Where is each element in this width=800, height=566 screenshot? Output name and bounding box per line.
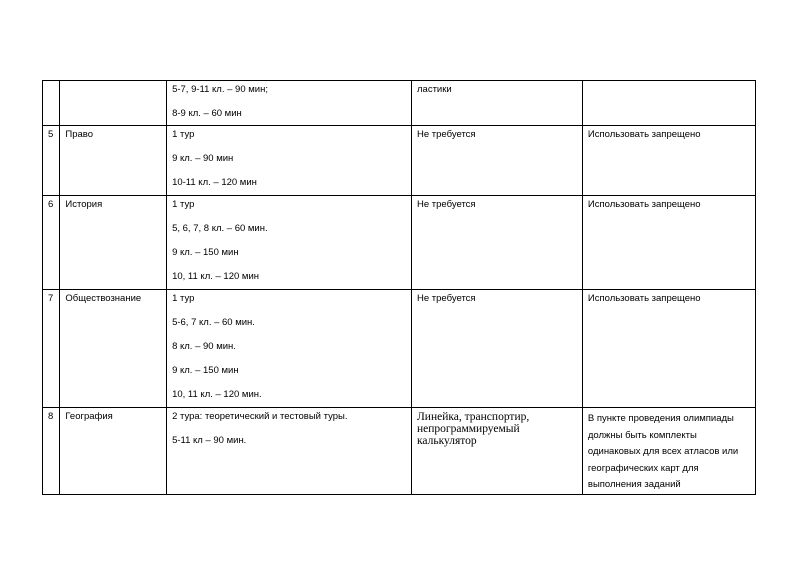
duration-line: 8 кл. – 90 мин. <box>172 341 236 352</box>
row-number: 5 <box>43 126 60 196</box>
rules-cell: Использовать запрещено <box>582 126 755 196</box>
duration-cell <box>167 408 412 495</box>
table-row <box>43 126 756 196</box>
rules-cell: Использовать запрещено <box>582 290 755 408</box>
subject-name: География <box>60 408 167 495</box>
table-row <box>43 196 756 290</box>
duration-line: 8-9 кл. – 60 мин <box>172 108 242 119</box>
duration-line: 10, 11 кл. – 120 мин <box>172 271 260 282</box>
row-number <box>43 81 60 126</box>
duration-line: 1 тур <box>172 293 195 304</box>
subject-name <box>60 81 167 126</box>
duration-line: 9 кл. – 150 мин <box>172 365 239 376</box>
duration-line: 9 кл. – 90 мин <box>172 153 234 164</box>
duration-line: 10, 11 кл. – 120 мин. <box>172 389 262 400</box>
materials-cell: Не требуется <box>412 126 583 196</box>
duration-cell <box>167 126 412 196</box>
materials-cell: Линейка, транспортир, непрограммируемый калькулятор <box>412 408 583 495</box>
rules-cell: Использовать запрещено <box>582 196 755 290</box>
materials-cell: Не требуется <box>412 196 583 290</box>
row-number: 7 <box>43 290 60 408</box>
duration-cell <box>167 196 412 290</box>
rules-cell <box>582 81 755 126</box>
duration-line: 10-11 кл. – 120 мин <box>172 177 257 188</box>
duration-cell <box>167 81 412 126</box>
row-number: 6 <box>43 196 60 290</box>
duration-line: 9 кл. – 150 мин <box>172 247 239 258</box>
materials-cell: ластики <box>412 81 583 126</box>
duration-line: 5-7, 9-11 кл. – 90 мин; <box>172 84 268 95</box>
table-row <box>43 408 756 495</box>
subject-name: Право <box>60 126 167 196</box>
duration-line: 5-11 кл – 90 мин. <box>172 435 247 446</box>
duration-line: 2 тура: теоретический и тестовый туры. <box>172 411 348 422</box>
subject-name: Обществознание <box>60 290 167 408</box>
olympiad-rules-table <box>42 80 756 495</box>
duration-line: 5, 6, 7, 8 кл. – 60 мин. <box>172 223 268 234</box>
materials-cell: Не требуется <box>412 290 583 408</box>
duration-line: 5-6, 7 кл. – 60 мин. <box>172 317 255 328</box>
rules-cell: В пункте проведения олимпиады должны быть комплекты одинаковых для всех атласов или географических карт для выполнения заданий <box>582 408 755 495</box>
row-number: 8 <box>43 408 60 495</box>
duration-line: 1 тур <box>172 199 195 210</box>
duration-cell <box>167 290 412 408</box>
table-row <box>43 290 756 408</box>
table-row <box>43 81 756 126</box>
duration-line: 1 тур <box>172 129 195 140</box>
subject-name: История <box>60 196 167 290</box>
